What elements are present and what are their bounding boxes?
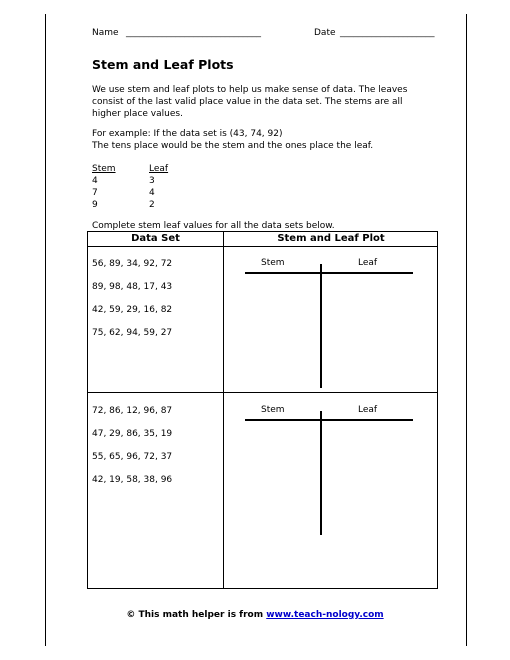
header-divider [88,246,437,247]
example-stem-cell: 4 [92,176,98,186]
data-set-column-header: Data Set [131,233,180,244]
data-set-item: 75, 62, 94, 59, 27 [92,328,173,338]
date-field-line: _____________________ [340,28,435,38]
plot-vertical-line [320,411,322,535]
plot-stem-label: Stem [261,258,285,268]
plot-horizontal-line [245,272,413,274]
example-stem-header: Stem [92,164,116,174]
example-stem-cell: 9 [92,200,98,210]
name-label: Name [92,28,119,38]
data-set-list-1 [92,258,172,350]
name-field-line: ______________________________ [126,28,261,38]
example-paragraph [92,128,432,152]
page-title: Stem and Leaf Plots [92,57,234,72]
plot-column-header: Stem and Leaf Plot [277,233,385,244]
data-set-item: 56, 89, 34, 92, 72 [92,259,173,269]
plot-horizontal-line [245,419,413,421]
example-table-row [92,175,179,187]
example-leaf-cell: 3 [149,176,155,186]
data-set-item: 55, 65, 96, 72, 37 [92,452,173,462]
example-line-1: For example: If the data set is (43, 74, 92) [92,129,283,139]
data-set-item: 89, 98, 48, 17, 43 [92,282,173,292]
plot-leaf-label: Leaf [358,405,378,415]
footer-link[interactable]: www.teach-nology.com [266,610,384,620]
example-leaf-header: Leaf [149,164,169,174]
data-set-item: 42, 19, 58, 38, 96 [92,475,173,485]
date-label: Date [314,28,336,38]
footer-copyright: © This math helper is from [126,610,267,620]
example-stem-leaf-table [92,163,179,211]
column-divider [223,232,224,588]
example-leaf-cell: 2 [149,200,155,210]
footer [0,610,510,620]
example-stem-cell: 7 [92,188,98,198]
intro-paragraph: We use stem and leaf plots to help us make sense of data. The leaves consist of the last valid place value in the data set. The stems are all higher place values. [92,85,408,119]
plot-vertical-line [320,264,322,388]
example-line-2: The tens place would be the stem and the ones place the leaf. [92,141,374,151]
data-set-item: 42, 59, 29, 16, 82 [92,305,173,315]
example-table-row [92,199,179,211]
header-row [92,28,462,42]
worksheet-grid [87,231,438,589]
example-table-row [92,187,179,199]
example-table-header [92,163,179,175]
data-set-list-2 [92,405,172,497]
example-leaf-cell: 4 [149,188,155,198]
plot-stem-label: Stem [261,405,285,415]
data-set-item: 47, 29, 86, 35, 19 [92,429,173,439]
section-divider [88,392,437,393]
data-set-item: 72, 86, 12, 96, 87 [92,406,173,416]
plot-leaf-label: Leaf [358,258,378,268]
instruction-text: Complete stem leaf values for all the data sets below. [92,221,335,231]
